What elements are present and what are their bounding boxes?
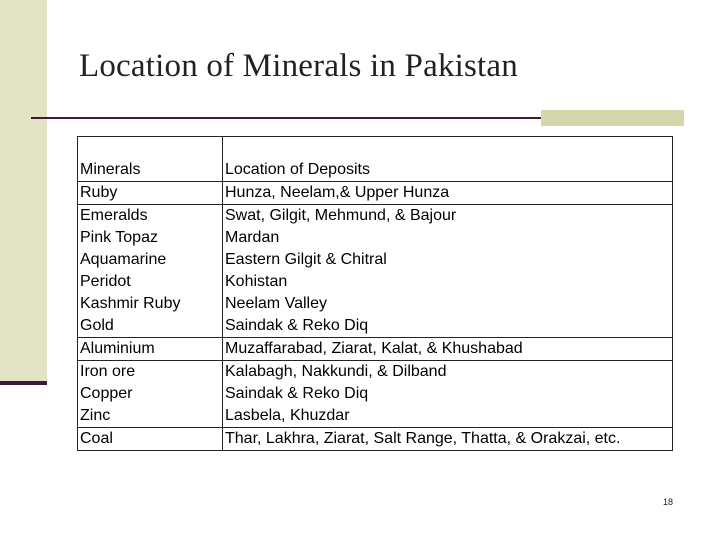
- title-rule-line: [31, 117, 541, 119]
- table-header-row: [78, 137, 673, 182]
- header-minerals: Minerals: [78, 137, 223, 182]
- minerals-cell: [78, 205, 223, 338]
- deposit-location: Swat, Gilgit, Mehmund, & Bajour: [225, 207, 457, 224]
- location-cell: [223, 182, 673, 205]
- location-cell: [223, 428, 673, 451]
- slide-title: Location of Minerals in Pakistan: [79, 48, 518, 84]
- minerals-cell: [78, 338, 223, 361]
- left-decor-bar: [0, 0, 47, 383]
- table-row: [78, 338, 673, 361]
- mineral-name: Gold: [80, 317, 114, 334]
- mineral-name: Ruby: [80, 184, 118, 201]
- deposit-location: Saindak & Reko Diq: [225, 317, 369, 334]
- header-location-of-deposits: Location of Deposits: [223, 137, 673, 182]
- deposit-location: Mardan: [225, 229, 280, 246]
- mineral-name: Peridot: [80, 273, 131, 290]
- mineral-name: Emeralds: [80, 207, 148, 224]
- minerals-table: [77, 136, 673, 451]
- location-cell: [223, 205, 673, 338]
- deposit-location: Thar, Lakhra, Ziarat, Salt Range, Thatta, & Orakzai, etc.: [225, 430, 621, 447]
- deposit-location: Muzaffarabad, Ziarat, Kalat, & Khushabad: [225, 340, 523, 357]
- mineral-name: Aluminium: [80, 340, 155, 357]
- deposit-location: Saindak & Reko Diq: [225, 385, 369, 402]
- minerals-cell: [78, 428, 223, 451]
- deposit-location: Kalabagh, Nakkundi, & Dilband: [225, 363, 447, 380]
- deposit-location: Neelam Valley: [225, 295, 327, 312]
- mineral-name: Aquamarine: [80, 251, 167, 268]
- deposit-location: Hunza, Neelam,& Upper Hunza: [225, 184, 450, 201]
- mineral-name: Copper: [80, 385, 133, 402]
- minerals-cell: [78, 182, 223, 205]
- mineral-name: Pink Topaz: [80, 229, 158, 246]
- left-decor-accent: [0, 381, 47, 385]
- table-row: [78, 182, 673, 205]
- deposit-location: Kohistan: [225, 273, 288, 290]
- deposit-location: Lasbela, Khuzdar: [225, 407, 350, 424]
- deposit-location: Eastern Gilgit & Chitral: [225, 251, 387, 268]
- title-rule-block: [541, 110, 684, 126]
- minerals-cell: [78, 361, 223, 428]
- location-cell: [223, 361, 673, 428]
- mineral-name: Coal: [80, 430, 113, 447]
- mineral-name: Kashmir Ruby: [80, 295, 181, 312]
- table-row: [78, 205, 673, 338]
- mineral-name: Zinc: [80, 407, 111, 424]
- table-row: [78, 361, 673, 428]
- location-cell: [223, 338, 673, 361]
- table-row: [78, 428, 673, 451]
- mineral-name: Iron ore: [80, 363, 136, 380]
- page-number: 18: [663, 497, 674, 507]
